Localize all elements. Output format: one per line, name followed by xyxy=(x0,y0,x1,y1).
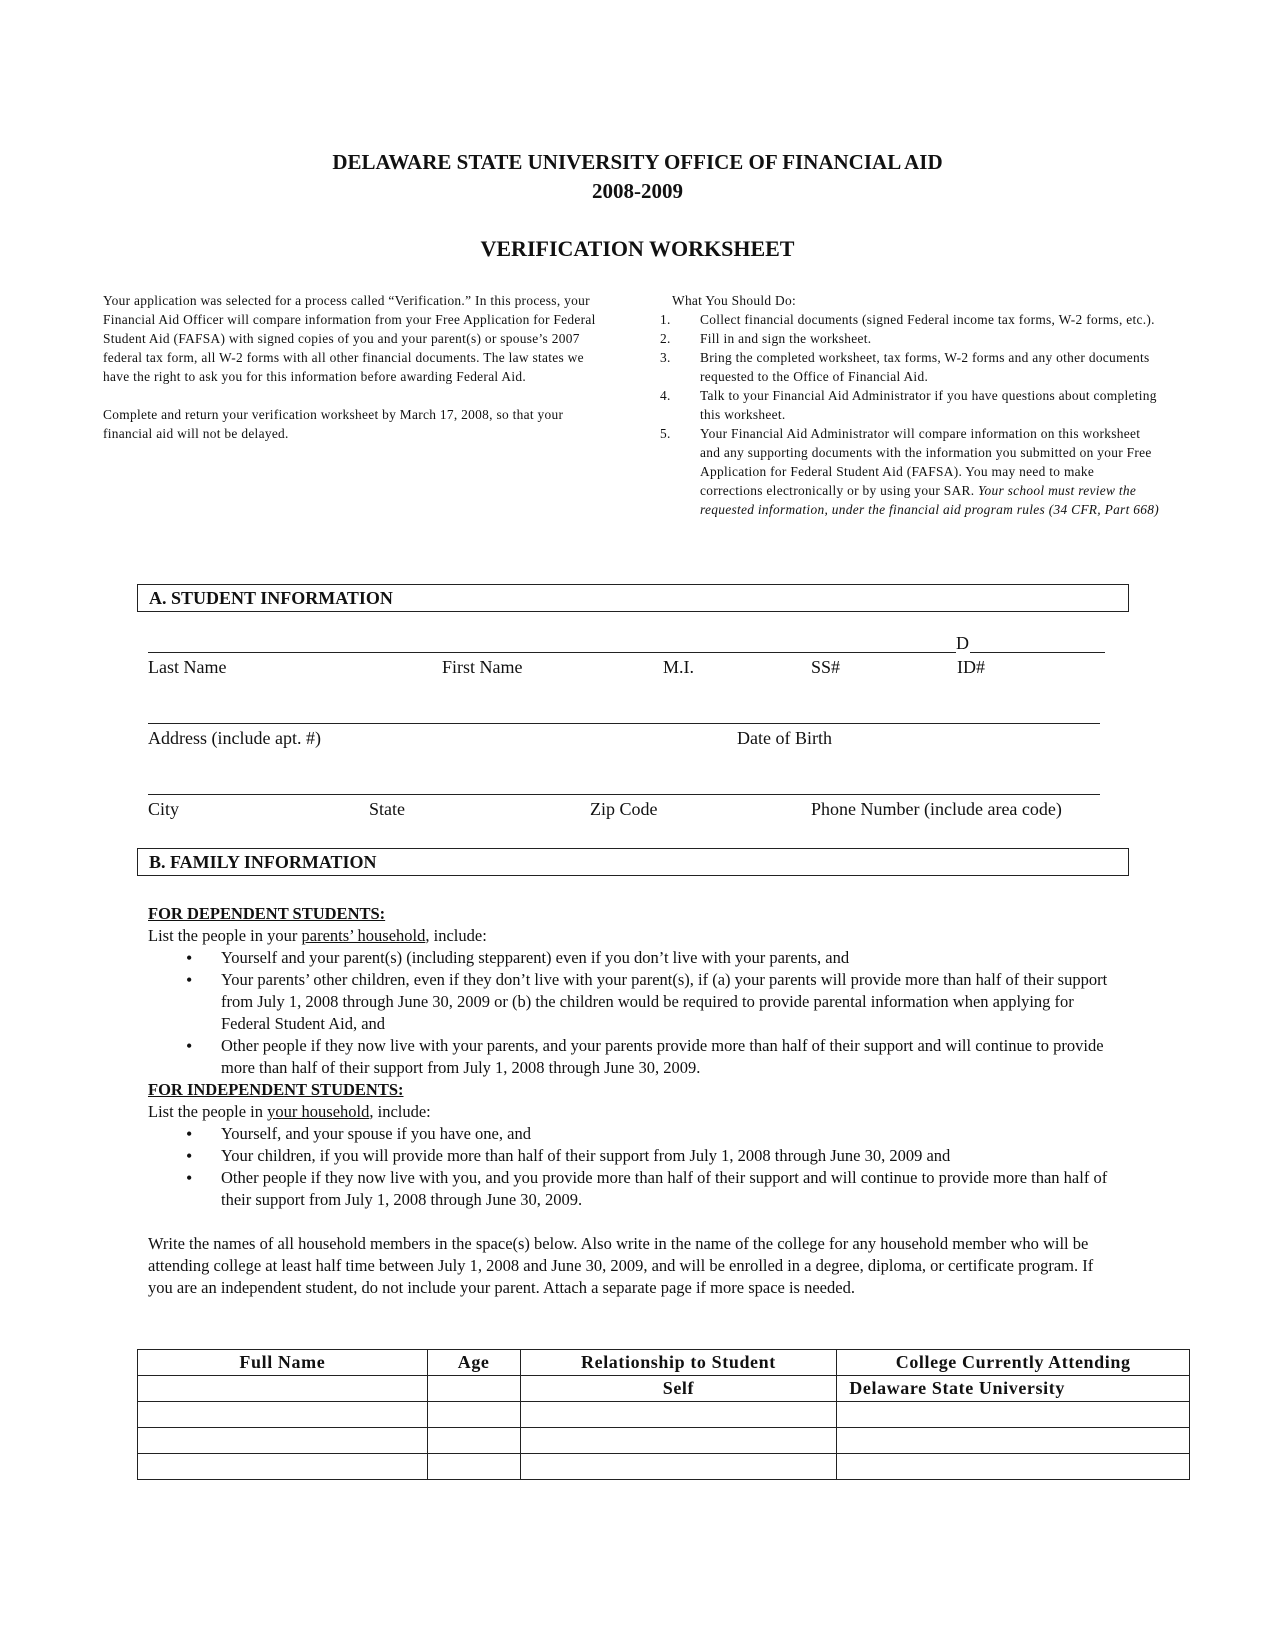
list-item: • Your children, if you will provide more than half of their support from July 1, 2008 through June 30, 2009 and xyxy=(148,1145,1108,1167)
regulation-note: Your school must review the requested information, under the financial aid program rules (34 CFR, Part 668) xyxy=(700,483,1159,517)
relationship-cell[interactable] xyxy=(520,1428,837,1454)
id-line[interactable] xyxy=(970,652,1105,653)
full-name-cell[interactable] xyxy=(138,1428,428,1454)
zip-label: Zip Code xyxy=(590,799,658,819)
table-row xyxy=(138,1376,1190,1402)
step-item: 1. Collect financial documents (signed Federal income tax forms, W-2 forms, etc.). xyxy=(660,312,1155,327)
award-year: 2008-2009 xyxy=(592,179,683,203)
independent-heading: FOR INDEPENDENT STUDENTS: xyxy=(148,1080,404,1099)
full-name-cell[interactable] xyxy=(138,1454,428,1480)
college-cell[interactable] xyxy=(837,1402,1190,1428)
city-phone-line[interactable] xyxy=(148,794,1100,795)
list-item: • Yourself, and your spouse if you have one, and xyxy=(148,1123,1108,1145)
age-cell[interactable] xyxy=(427,1402,520,1428)
state-label: State xyxy=(369,799,405,819)
college-cell: Delaware State University xyxy=(837,1376,1190,1402)
list-item: • Yourself and your parent(s) (including stepparent) even if you don’t live with your parents, and xyxy=(148,947,1108,969)
deadline-paragraph: Complete and return your verification worksheet by March 17, 2008, so that your financial aid will not be delayed. xyxy=(103,407,564,441)
step-item: 2. Fill in and sign the worksheet. xyxy=(660,331,872,346)
first-name-label: First Name xyxy=(442,657,523,677)
relationship-cell[interactable] xyxy=(520,1402,837,1428)
steps-block xyxy=(660,291,1160,519)
intro-text xyxy=(103,291,603,462)
independent-list xyxy=(148,1123,1108,1211)
id-prefix: D xyxy=(956,633,969,653)
table-row xyxy=(138,1402,1190,1428)
col-relationship: Relationship to Student xyxy=(520,1350,837,1376)
ssn-label: SS# xyxy=(811,657,841,677)
address-label: Address (include apt. #) xyxy=(148,728,321,748)
step-item: 5. Your Financial Aid Administrator will compare information on this worksheet and any supporting documents with the information you submitted on your Free Application for Federal Student Aid (FAFSA). You may need to make corrections electronically or by using your SAR. Your school must review the requested information, under the financial aid program rules (34 CFR, Part 668) xyxy=(660,426,1159,517)
name-ssn-line[interactable] xyxy=(148,652,956,653)
last-name-label: Last Name xyxy=(148,657,227,677)
table-row xyxy=(138,1428,1190,1454)
age-cell[interactable] xyxy=(427,1454,520,1480)
relationship-cell[interactable] xyxy=(520,1454,837,1480)
phone-label: Phone Number (include area code) xyxy=(811,799,1062,819)
step-item: 4. Talk to your Financial Aid Administrator if you have questions about completing this worksheet. xyxy=(660,388,1157,422)
dependent-heading: FOR DEPENDENT STUDENTS: xyxy=(148,904,386,923)
household-table xyxy=(137,1349,1190,1480)
intro-paragraph: Your application was selected for a process called “Verification.” In this process, your Financial Aid Officer will compare information from your Free Application for Federal Student Aid (FAFSA) with signed copies of you and your parent(s) or spouse’s 2007 federal tax form, all W-2 forms with all other financial documents. The law states we have the right to ask you for this information before awarding Federal Aid. xyxy=(103,293,596,384)
list-item: • Other people if they now live with your parents, and your parents provide more than half of their support and will continue to provide more than half of their support from July 1, 2008 through June 30, 2009. xyxy=(148,1035,1108,1079)
college-cell[interactable] xyxy=(837,1454,1190,1480)
address-dob-line[interactable] xyxy=(148,723,1100,724)
age-cell[interactable] xyxy=(427,1428,520,1454)
steps-heading: What You Should Do: xyxy=(672,293,796,308)
full-name-cell[interactable] xyxy=(138,1376,428,1402)
col-college: College Currently Attending xyxy=(837,1350,1190,1376)
steps-list xyxy=(660,310,1160,519)
full-name-cell[interactable] xyxy=(138,1402,428,1428)
worksheet-title: VERIFICATION WORKSHEET xyxy=(480,236,795,261)
dependent-intro: List the people in your parents’ household, include: xyxy=(148,926,487,945)
col-age: Age xyxy=(427,1350,520,1376)
age-cell[interactable] xyxy=(427,1376,520,1402)
college-cell[interactable] xyxy=(837,1428,1190,1454)
household-instructions: Write the names of all household members in the space(s) below. Also write in the name of the college for any household member who will be attending college at least half time between July 1, 2008 and June 30, 2009, and will be enrolled in a degree, diploma, or certificate program. If you are an independent student, do not include your parent. Attach a separate page if more space is needed. xyxy=(148,1234,1094,1297)
independent-intro: List the people in your household, include: xyxy=(148,1102,431,1121)
family-instructions xyxy=(148,903,1108,1299)
document-title: DELAWARE STATE UNIVERSITY OFFICE OF FINANCIAL AID xyxy=(332,150,943,174)
table-row xyxy=(138,1454,1190,1480)
section-b-header: B. FAMILY INFORMATION xyxy=(137,848,1129,876)
step-item: 3. Bring the completed worksheet, tax forms, W-2 forms and any other documents requested to the Office of Financial Aid. xyxy=(660,350,1150,384)
relationship-cell: Self xyxy=(520,1376,837,1402)
mi-label: M.I. xyxy=(663,657,694,677)
table-header-row xyxy=(138,1350,1190,1376)
dob-label: Date of Birth xyxy=(737,728,832,748)
dependent-list xyxy=(148,947,1108,1079)
list-item: • Your parents’ other children, even if they don’t live with your parent(s), if (a) your parents will provide more than half of their support from July 1, 2008 through June 30, 2009 or (b) the children would be required to provide parental information when applying for Federal Student Aid, and xyxy=(148,969,1108,1035)
list-item: • Other people if they now live with you, and you provide more than half of their support and will continue to provide more than half of their support from July 1, 2008 through June 30, 2009. xyxy=(148,1167,1108,1211)
city-label: City xyxy=(148,799,180,819)
section-a-header: A. STUDENT INFORMATION xyxy=(137,584,1129,612)
id-label: ID# xyxy=(957,657,985,677)
col-full-name: Full Name xyxy=(138,1350,428,1376)
